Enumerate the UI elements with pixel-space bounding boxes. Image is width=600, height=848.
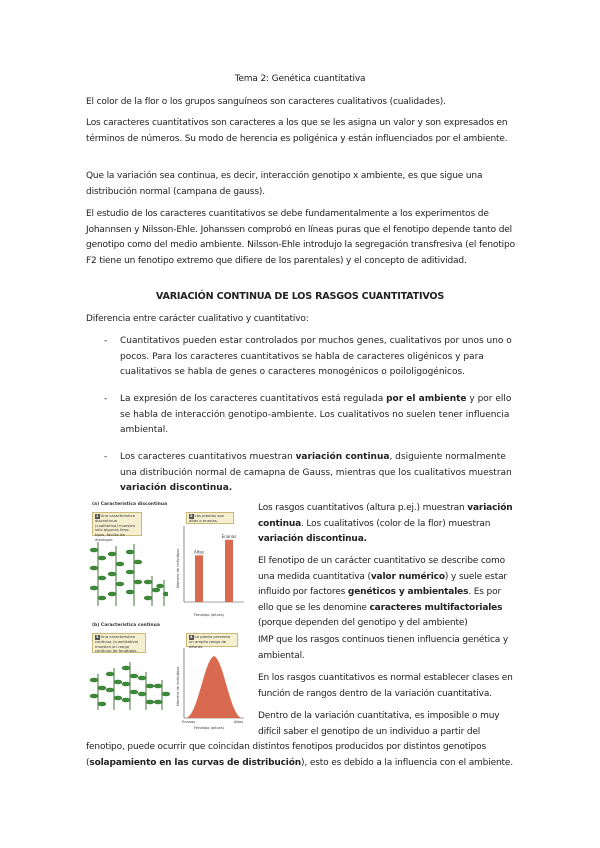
callout-number: 3	[96, 635, 99, 639]
text-run: ), esto es debido a la influencia con el ambiente.	[301, 757, 514, 768]
text-bold: genéticos y ambientales	[347, 587, 469, 597]
panel-b-callout-1	[92, 633, 146, 653]
callout-number: 1	[96, 514, 99, 518]
text-run: fenotipo, puede ocurrir que coincidan distintos fenotipos producidos por distintos genotipos (	[86, 742, 487, 768]
callout-number: 4	[190, 635, 193, 639]
normal-curve	[186, 656, 242, 718]
bar-label-enanas: Enanas	[221, 533, 237, 539]
right-paragraph-3: IMP que los rasgos continuos tienen influencia genética y ambiental.	[258, 635, 509, 661]
page-title: Tema 2: Genética cuantitativa	[234, 74, 366, 84]
bullet-dash: -	[104, 336, 108, 346]
bullet-text-3a: Los caracteres cuantitativos muestran	[120, 452, 296, 462]
bullet-list	[86, 334, 516, 381]
right-paragraph-5-continuation	[86, 740, 516, 771]
text-bold: valor numérico	[370, 571, 445, 582]
continuous-plants-illustration	[90, 652, 174, 712]
bullet-list	[86, 392, 516, 439]
bullet-text-1: Cuantitativos pueden estar controlados por muchos genes, cualitativos por unos uno o pocos. Para los caracteres cuantitativos se habla de caracteres oligénicos y para cualitativos se habla de genes o caracteres monogénicos o poiloligogénicos.	[120, 336, 512, 377]
panel-b-callout-2	[186, 633, 238, 647]
right-paragraph-2	[258, 554, 516, 632]
panel-b-xlabel-left: Enanas	[182, 720, 196, 724]
panel-a-callout-2	[186, 512, 234, 524]
panel-a-ylabel: Número de individuos	[176, 548, 180, 588]
bullet-list	[86, 450, 516, 497]
bullet-bold: variación continua	[295, 452, 390, 462]
text-run: (porque dependen del genotipo y del ambiente)	[258, 618, 468, 628]
list-item	[86, 334, 516, 381]
panel-b-xlabel-right: Altas	[234, 720, 243, 724]
text-run: . Es por ello que se les denomine	[258, 587, 502, 613]
bullet-text-3b: , dsiguiente normalmente una distribución normal de camapna de Gauss, mientras que los cualitativos muestran	[120, 452, 512, 478]
text-run: Los rasgos cuantitativos (altura p.ej.) muestran	[258, 503, 468, 513]
intro-line: Diferencia entre carácter cualitativo y cuantitativo:	[86, 314, 309, 324]
continuous-distribution-chart	[180, 646, 246, 722]
bar-enanas	[225, 540, 233, 602]
text-run: El fenotipo de un carácter cuantitativo se describe como una medida cuantitativa (	[258, 556, 505, 582]
panel-b-ylabel: Número de individuos	[176, 666, 180, 706]
text-run: . Los cualitativos (color de la flor) muestran	[301, 518, 491, 529]
text-bold: variación discontinua.	[258, 534, 367, 544]
callout-text: Las plantas son altas o enanas.	[189, 513, 225, 523]
paragraph-1: El color de la flor o los grupos sanguíneos son caracteres cualitativos (cualidades).	[86, 97, 446, 107]
variation-figure	[86, 500, 250, 740]
paragraph-3: Que la variación sea continua, es decir, interacción genotipo x ambiente, es que sigue una distribución normal (campana de gauss).	[86, 171, 483, 197]
right-paragraph-4: En los rasgos cuantitativos es normal establecer clases en función de rangos dentro de la variación cuantitativa.	[258, 673, 513, 699]
list-item	[86, 392, 516, 439]
panel-b-label: (b) Característica continua	[92, 623, 160, 628]
panel-b-xlabel: Fenotipo (altura)	[194, 726, 224, 730]
callout-text: Una característica continua (cuantitativa) muestra un rango continuo de fenotipos.	[95, 634, 139, 654]
bullet-text-2a: La expresión de los caracteres cuantitativos está regulada	[120, 394, 387, 404]
bar-label-altas: Altas	[194, 549, 204, 555]
discontinuous-bar-chart	[180, 526, 246, 610]
text-run: ) y suele estar influido por factores	[258, 571, 507, 597]
bullet-dash: -	[104, 452, 108, 462]
text-bold: variación continua	[258, 503, 513, 529]
panel-a-label: (a) Característica discontinua	[92, 502, 168, 507]
bullet-text-2b: y por ello se habla de interacción genotipo-ambiente. Los cualitativos no suelen tener influencia ambiental.	[120, 394, 512, 435]
discontinuous-plants-illustration	[90, 536, 168, 610]
panel-a-callout-1	[92, 512, 142, 542]
bullet-dash: -	[104, 394, 108, 404]
bullet-bold: variación discontinua.	[120, 483, 233, 493]
list-item	[86, 450, 516, 497]
right-paragraph-1	[258, 501, 516, 548]
right-paragraph-5-start: Dentro de la variación cuantitativa, es imposible o muy difícil saber el genotipo de un individuo a partir del	[258, 711, 500, 737]
section-heading: VARIACIÓN CONTINUA DE LOS RASGOS CUANTITATIVOS	[155, 291, 445, 302]
text-bold: caracteres multifactoriales	[369, 602, 503, 613]
paragraph-2: Los caracteres cuantitativos son caracteres a los que se les asigna un valor y son expresados en términos de números. Su modo de herencia es poligénica y están influenciados por el ambiente.	[86, 118, 508, 144]
panel-a-xlabel: Fenotipo (altura)	[194, 613, 224, 617]
callout-text: La planta presenta un amplio rango de alturas.	[189, 634, 231, 649]
paragraph-4: El estudio de los caracteres cuantitativos se debe fundamentalmente a los experimentos de Johannsen y Nilsson-Ehle. Johanssen comprobó en líneas puras que el fenotipo depende tanto del genotipo como del medio ambiente. Nilsson-Ehle introdujo la segregación transfresiva (el fenotipo F2 tiene un fenotipo extremo que difiere de los parentales) y el concepto de aditividad.	[86, 209, 515, 266]
bar-altas	[195, 555, 203, 602]
text-bold: solapamiento en las curvas de distribución	[89, 757, 302, 768]
callout-number: 2	[190, 514, 193, 518]
bullet-bold: por el ambiente	[386, 394, 467, 404]
callout-text: Una característica discontinua (cualitativa) muestra solo algunos feno-tipos, fáciles de distinguir.	[95, 513, 136, 542]
